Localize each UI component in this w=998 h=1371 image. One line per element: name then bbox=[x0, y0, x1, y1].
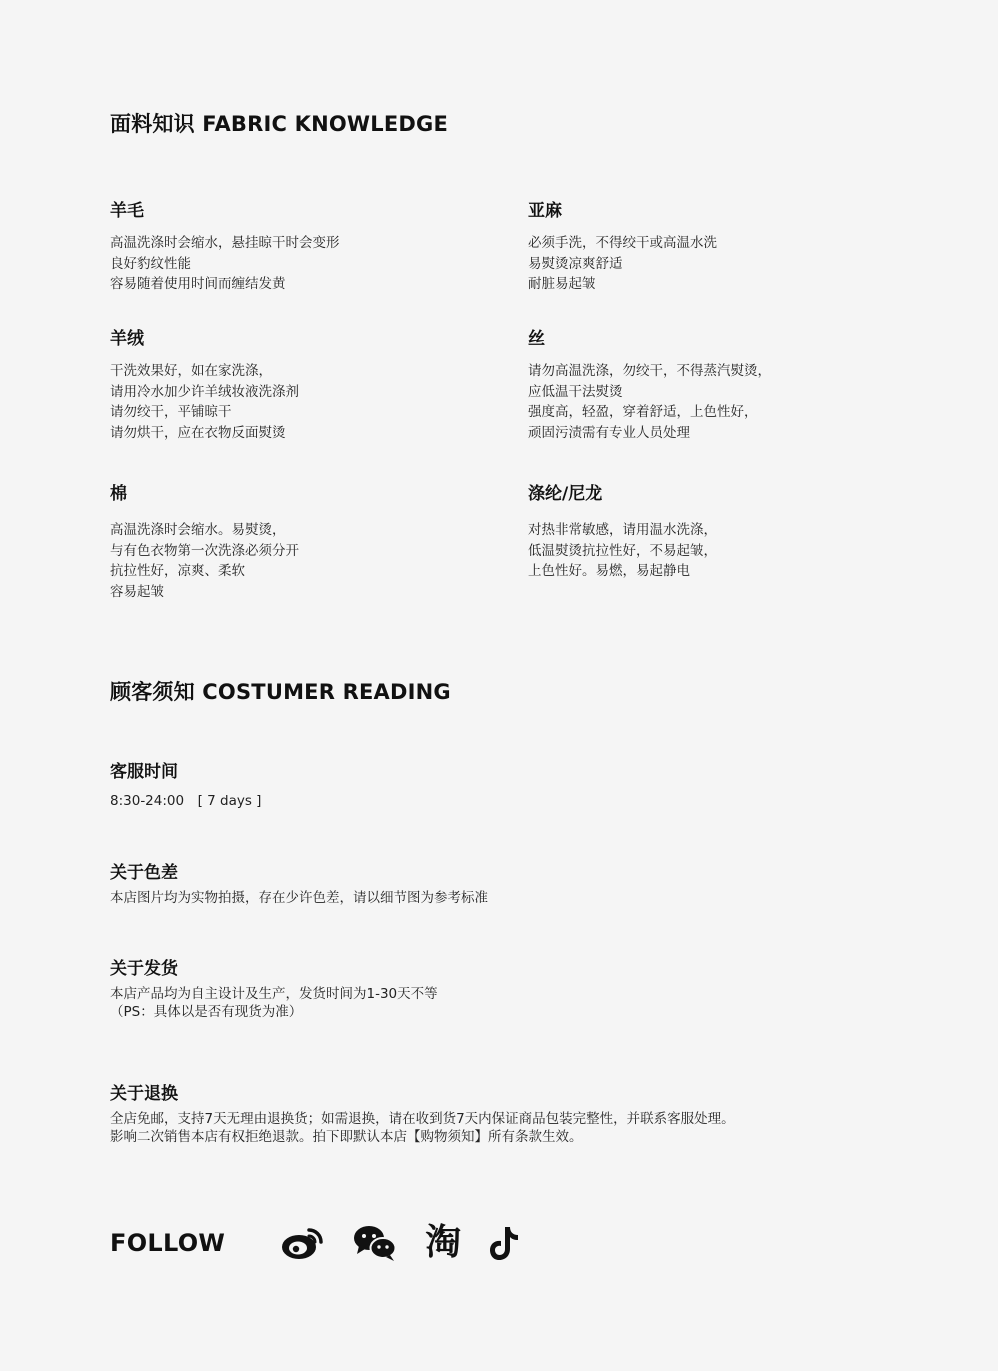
fabric-line: 上色性好。易燃，易起静电 bbox=[528, 563, 690, 579]
fabric-line: 顽固污渍需有专业人员处理 bbox=[528, 424, 690, 441]
color-diff-title: 关于色差 bbox=[110, 863, 178, 883]
fabric-line: 耐脏易起皱 bbox=[528, 276, 596, 292]
fabric-section-title: 面料知识 FABRIC KNOWLEDGE bbox=[110, 112, 449, 136]
returns-block bbox=[110, 1079, 735, 1146]
returns-text: 全店免邮，支持7天无理由退换货；如需退换，请在收到货7天内保证商品包装完整性，并联系客服处理。 bbox=[110, 1111, 735, 1127]
shipping-text: （PS：具体以是否有现货为准） bbox=[110, 1004, 303, 1020]
fabric-line: 抗拉性好，凉爽、柔软 bbox=[110, 563, 245, 579]
follow-label: FOLLOW bbox=[110, 1229, 226, 1257]
shipping-block bbox=[110, 954, 438, 1021]
fabric-line: 请用冷水加少许羊绒妆液洗涤剂 bbox=[110, 383, 299, 400]
fabric-name: 羊绒 bbox=[110, 329, 144, 349]
fabric-line: 容易随着使用时间而缠结发黄 bbox=[110, 276, 286, 292]
fabric-line: 易熨烫凉爽舒适 bbox=[528, 255, 623, 272]
fabric-line: 高温洗涤时会缩水，悬挂晾干时会变形 bbox=[110, 235, 340, 251]
fabric-line: 应低温干法熨烫 bbox=[528, 383, 623, 400]
fabric-item-cashmere bbox=[110, 324, 510, 443]
fabric-line: 干洗效果好，如在家洗涤， bbox=[110, 363, 272, 379]
fabric-name: 羊毛 bbox=[110, 201, 144, 221]
service-hours-block bbox=[110, 757, 261, 810]
fabric-name: 棉 bbox=[110, 484, 127, 504]
fabric-name: 丝 bbox=[528, 329, 545, 349]
fabric-line: 请勿绞干，平铺晾干 bbox=[110, 404, 232, 420]
fabric-item-silk bbox=[528, 324, 928, 443]
fabric-line: 低温熨烫抗拉性好，不易起皱， bbox=[528, 542, 717, 559]
service-hours-text: 8:30-24:00 [ 7 days ] bbox=[110, 793, 262, 809]
fabric-name: 亚麻 bbox=[528, 201, 562, 221]
returns-text: 影响二次销售本店有权拒绝退款。拍下即默认本店【购物须知】所有条款生效。 bbox=[110, 1129, 583, 1145]
fabric-line: 对热非常敏感，请用温水洗涤， bbox=[528, 522, 717, 538]
taobao-glyph: 淘 bbox=[425, 1222, 462, 1263]
social-icons bbox=[281, 1224, 519, 1262]
fabric-line: 容易起皱 bbox=[110, 583, 164, 600]
fabric-line: 必须手洗，不得绞干或高温水洗 bbox=[528, 235, 717, 251]
returns-title: 关于退换 bbox=[110, 1084, 178, 1104]
fabric-item-wool bbox=[110, 196, 510, 295]
weibo-icon[interactable] bbox=[281, 1225, 325, 1261]
tiktok-icon[interactable] bbox=[489, 1225, 519, 1261]
color-diff-text: 本店图片均为实物拍摄，存在少许色差，请以细节图为参考标准 bbox=[110, 890, 488, 906]
fabric-name: 涤纶/尼龙 bbox=[528, 484, 603, 504]
fabric-item-polyester-nylon bbox=[528, 479, 928, 582]
shipping-text: 本店产品均为自主设计及生产，发货时间为1-30天不等 bbox=[110, 986, 438, 1002]
taobao-icon[interactable] bbox=[425, 1222, 462, 1263]
fabric-item-linen bbox=[528, 196, 928, 295]
shipping-title: 关于发货 bbox=[110, 959, 178, 979]
customer-section-title: 顾客须知 COSTUMER READING bbox=[110, 680, 451, 704]
wechat-icon[interactable] bbox=[353, 1224, 397, 1262]
fabric-line: 良好豹纹性能 bbox=[110, 255, 191, 272]
service-hours-title: 客服时间 bbox=[110, 762, 178, 782]
color-diff-block bbox=[110, 858, 488, 907]
fabric-line: 强度高，轻盈，穿着舒适，上色性好， bbox=[528, 404, 758, 420]
fabric-item-cotton bbox=[110, 479, 510, 602]
follow-bar bbox=[110, 1218, 519, 1268]
fabric-line: 与有色衣物第一次洗涤必须分开 bbox=[110, 542, 299, 559]
fabric-line: 请勿烘干，应在衣物反面熨烫 bbox=[110, 424, 286, 441]
fabric-line: 请勿高温洗涤，勿绞干，不得蒸汽熨烫， bbox=[528, 363, 771, 379]
fabric-line: 高温洗涤时会缩水。易熨烫， bbox=[110, 522, 286, 538]
